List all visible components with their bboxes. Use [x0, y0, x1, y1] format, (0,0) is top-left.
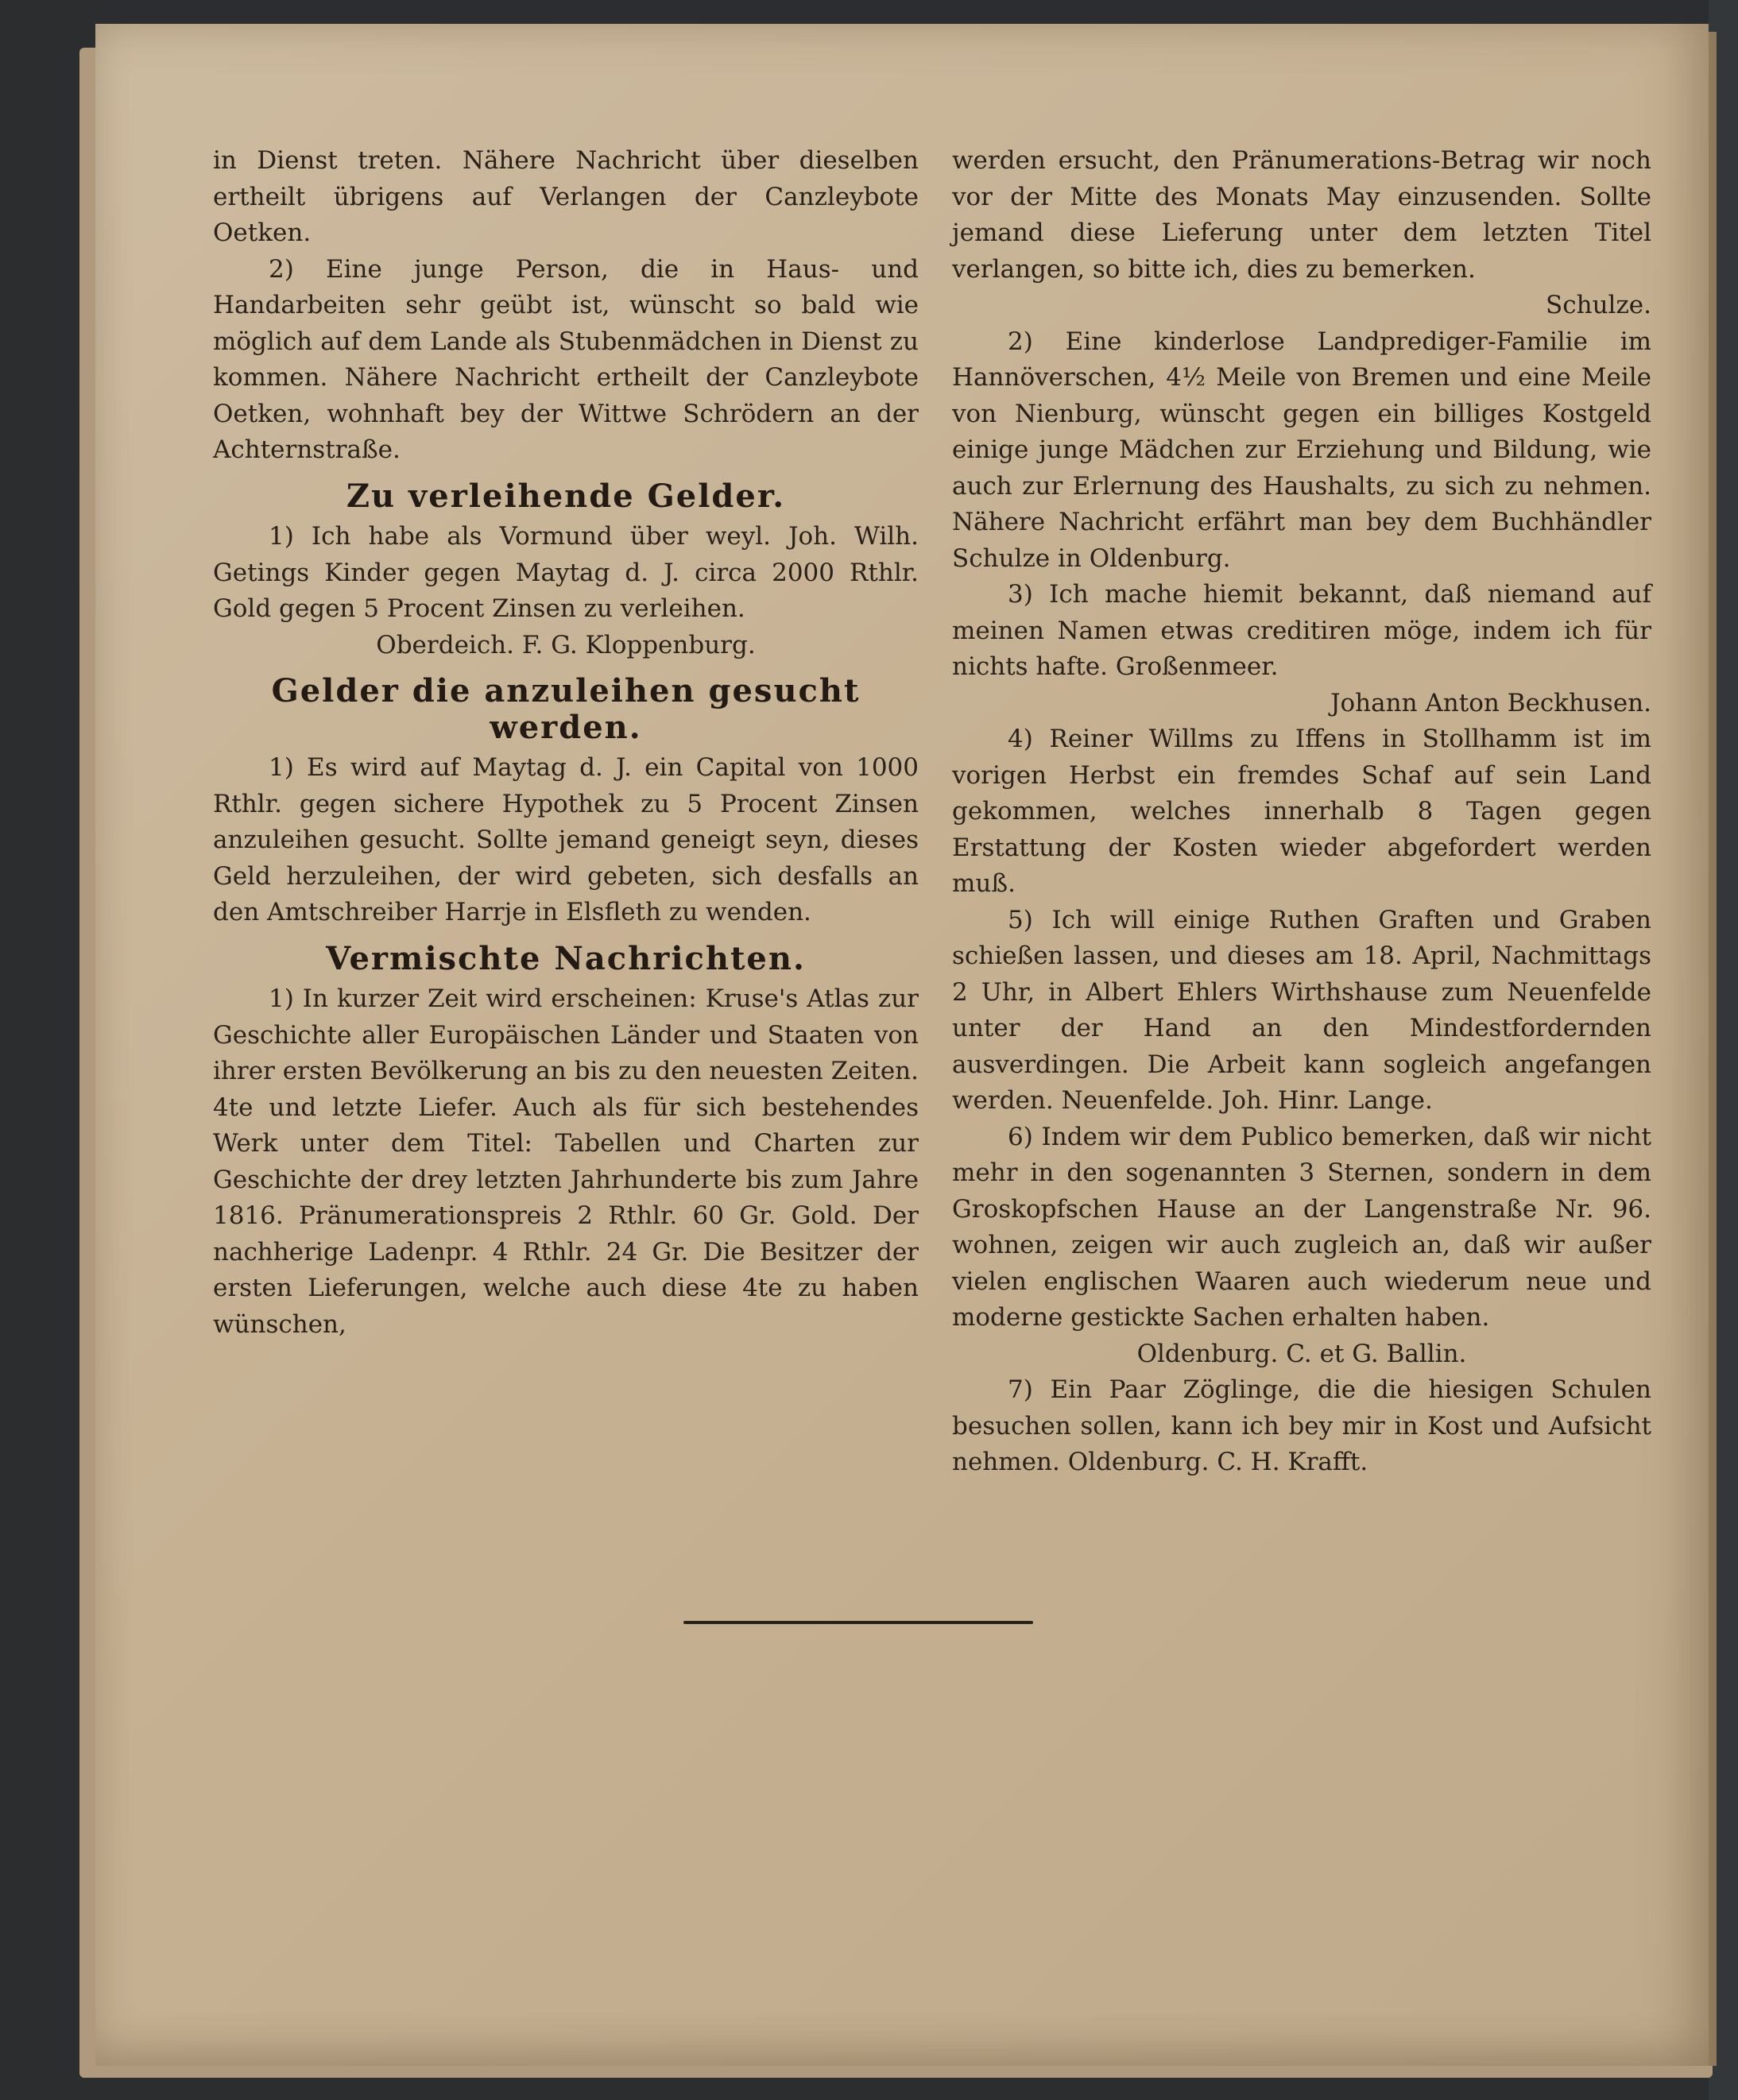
section-heading: Gelder die anzuleihen gesucht werden. — [271, 672, 861, 746]
text-paragraph: werden ersucht, den Pränumerations-Betrag wir noch vor der Mitte des Monats May einzusenden. Sollte jemand diese Lieferung unter dem letzten Titel verlangen, so bitte ich, dies zu bemerken. — [952, 146, 1651, 284]
left-column — [213, 143, 919, 1343]
signature-line: Schulze. — [1546, 291, 1651, 319]
right-column — [952, 143, 1651, 1481]
section-heading: Vermischte Nachrichten. — [326, 939, 806, 977]
closing-rule — [683, 1621, 1033, 1624]
text-paragraph: 1) Es wird auf Maytag d. J. ein Capital von 1000 Rthlr. gegen sichere Hypothek zu 5 Procent Zinsen anzuleihen gesucht. Sollte jemand geneigt seyn, dieses Geld herzuleihen, der wird gebeten, sich desfalls an den Amtschreiber Harrje in Elsfleth zu wenden. — [213, 753, 919, 926]
text-paragraph: in Dienst treten. Nähere Nachricht über dieselben ertheilt übrigens auf Verlangen der Canzleybote Oetken. — [213, 146, 919, 247]
text-paragraph: 4) Reiner Willms zu Iffens in Stollhamm ist im vorigen Herbst ein fremdes Schaf auf sein Land gekommen, welches innerhalb 8 Tagen gegen Erstattung der Kosten wieder abgefordert werden muß. — [952, 725, 1651, 898]
text-paragraph: 5) Ich will einige Ruthen Graften und Graben schießen lassen, und dieses am 18. April, Nachmittags 2 Uhr, in Albert Ehlers Wirthshause zum Neuenfelde unter der Hand an den Mindestfordernden ausverdingen. Die Arbeit kann sogleich angefangen werden. Neuenfelde. Joh. Hinr. Lange. — [952, 905, 1651, 1115]
section-heading: Zu verleihende Gelder. — [346, 477, 786, 515]
text-paragraph: 3) Ich mache hiemit bekannt, daß niemand auf meinen Namen etwas creditiren möge, indem ich für nichts hafte. Großenmeer. — [952, 580, 1651, 681]
text-paragraph: 1) Ich habe als Vormund über weyl. Joh. Wilh. Getings Kinder gegen Maytag d. J. circa 2000 Rthlr. Gold gegen 5 Procent Zinsen zu verleihen. — [213, 522, 919, 623]
signature-line: Oldenburg. C. et G. Ballin. — [1136, 1339, 1467, 1368]
text-paragraph: 6) Indem wir dem Publico bemerken, daß wir nicht mehr in den sogenannten 3 Sternen, sondern in dem Groskopfschen Hause an der Langenstraße Nr. 96. wohnen, zeigen wir auch zugleich an, daß wir außer vielen englischen Waaren auch wiederum neue und moderne gestickte Sachen erhalten haben. — [952, 1122, 1651, 1332]
text-paragraph: 7) Ein Paar Zöglinge, die die hiesigen Schulen besuchen sollen, kann ich bey mir in Kost und Aufsicht nehmen. Oldenburg. C. H. Krafft. — [952, 1375, 1651, 1476]
text-paragraph: 1) In kurzer Zeit wird erscheinen: Kruse's Atlas zur Geschichte aller Europäischen Länder und Staaten von ihrer ersten Bevölkerung an bis zu den neuesten Zeiten. 4te und letzte Liefer. Auch als für sich bestehendes Werk unter dem Titel: Tabellen und Charten zur Geschichte der drey letzten Jahrhunderte bis zum Jahre 1816. Pränumerationspreis 2 Rthlr. 60 Gr. Gold. Der nachherige Ladenpr. 4 Rthlr. 24 Gr. Die Besitzer der ersten Lieferungen, welche auch diese 4te zu haben wünschen, — [213, 984, 919, 1339]
signature-line: Johann Anton Beckhusen. — [1330, 688, 1651, 717]
text-paragraph: 2) Eine junge Person, die in Haus- und Handarbeiten sehr geübt ist, wünscht so bald wie möglich auf dem Lande als Stubenmädchen in Dienst zu kommen. Nähere Nachricht ertheilt der Canzleybote Oetken, wohnhaft bey der Wittwe Schrödern an der Achternstraße. — [213, 254, 919, 464]
text-paragraph: 2) Eine kinderlose Landprediger-Familie im Hannöverschen, 4½ Meile von Bremen und eine Meile von Nienburg, wünscht gegen ein billiges Kostgeld einige junge Mädchen zur Erziehung und Bildung, wie auch zur Erlernung des Haushalts, zu sich zu nehmen. Nähere Nachricht erfährt man bey dem Buchhändler Schulze in Oldenburg. — [952, 327, 1651, 573]
signature-line: Oberdeich. F. G. Kloppenburg. — [376, 630, 756, 659]
